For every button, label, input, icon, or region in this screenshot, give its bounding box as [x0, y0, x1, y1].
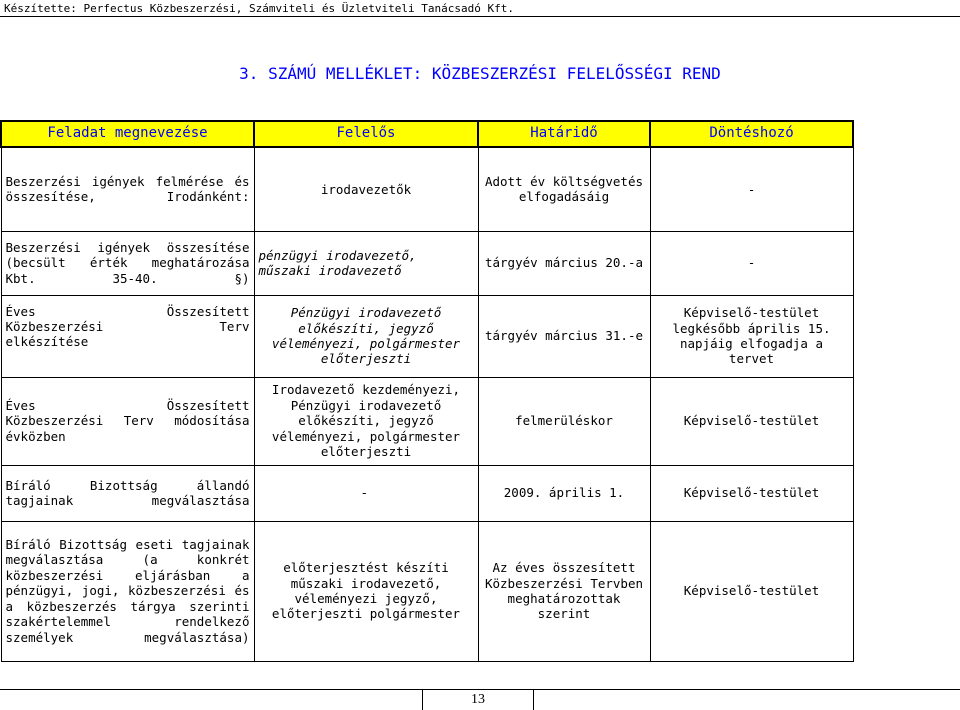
deadline-cell: tárgyév március 20.-a — [478, 231, 650, 295]
deadline-cell: Az éves összesített Közbeszerzési Tervben meghatározottak szerint — [478, 521, 650, 661]
deadline-cell: 2009. április 1. — [478, 465, 650, 521]
decision-cell: Képviselő-testület — [650, 521, 853, 661]
task-line: elkészítése — [5, 334, 89, 350]
header-rule — [0, 16, 960, 17]
responsible-cell: előterjesztést készíti műszaki irodavezető, véleményezi jegyző, előterjeszti polgármester — [254, 521, 478, 661]
task-cell — [1, 377, 254, 465]
task-line: évközben — [5, 428, 66, 444]
decision-cell: - — [650, 147, 853, 231]
table-row — [1, 231, 853, 295]
task-cell: Beszerzési igények összesítése (becsült érték meghatározása Kbt. 35-40. §) — [1, 231, 254, 295]
responsible-cell: - — [254, 465, 478, 521]
table-row — [1, 147, 853, 231]
task-line: Közbeszerzési Terv — [5, 318, 250, 334]
decision-cell: Képviselő-testület — [650, 377, 853, 465]
responsible-cell: irodavezetők — [254, 147, 478, 231]
deadline-cell: felmerüléskor — [478, 377, 650, 465]
responsibility-table — [0, 120, 854, 662]
task-cell: Beszerzési igények felmérése és összesítése, Irodánként: — [1, 147, 254, 231]
task-line: Közbeszerzési Terv módosítása — [5, 413, 250, 429]
table-row — [1, 521, 853, 661]
column-header-decision: Döntéshozó — [650, 121, 853, 147]
deadline-cell: tárgyév március 31.-e — [478, 295, 650, 377]
decision-cell: - — [650, 231, 853, 295]
task-line: Éves Összesített — [5, 397, 250, 413]
column-header-task: Feladat megnevezése — [1, 121, 254, 147]
task-cell — [1, 295, 254, 377]
responsible-cell: Irodavezető kezdeményezi, Pénzügyi irodavezető előkészíti, jegyző véleményezi, polgármester előterjeszti — [254, 377, 478, 465]
deadline-cell: Adott év költségvetés elfogadásáig — [478, 147, 650, 231]
task-cell: Bíráló Bizottság eseti tagjainak megválasztása (a konkrét közbeszerzési eljárásban a pénzügyi, jogi, közbeszerzési és a közbeszerzés tárgya szerinti szakértelemmel rendelkező személyek megválasztása) — [1, 521, 254, 661]
decision-cell: Képviselő-testület — [650, 465, 853, 521]
task-line: Éves Összesített — [5, 303, 250, 319]
responsible-cell: pénzügyi irodavezető, műszaki irodavezető — [254, 231, 478, 295]
table-row — [1, 465, 853, 521]
document-title: 3. SZÁMÚ MELLÉKLET: KÖZBESZERZÉSI FELELŐSSÉGI REND — [239, 64, 721, 83]
column-header-responsible: Felelős — [254, 121, 478, 147]
responsible-cell: Pénzügyi irodavezető előkészíti, jegyző véleményezi, polgármester előterjeszti — [254, 295, 478, 377]
task-cell: Bíráló Bizottság állandó tagjainak megválasztása — [1, 465, 254, 521]
page-number: 13 — [422, 689, 534, 710]
column-header-deadline: Határidő — [478, 121, 650, 147]
decision-cell: Képviselő-testület legkésőbb április 15. napjáig elfogadja a tervet — [650, 295, 853, 377]
table-header-row — [1, 121, 853, 147]
table-row — [1, 295, 853, 377]
table-row — [1, 377, 853, 465]
page-header: Készítette: Perfectus Közbeszerzési, Számviteli és Üzletviteli Tanácsadó Kft. — [4, 2, 514, 15]
